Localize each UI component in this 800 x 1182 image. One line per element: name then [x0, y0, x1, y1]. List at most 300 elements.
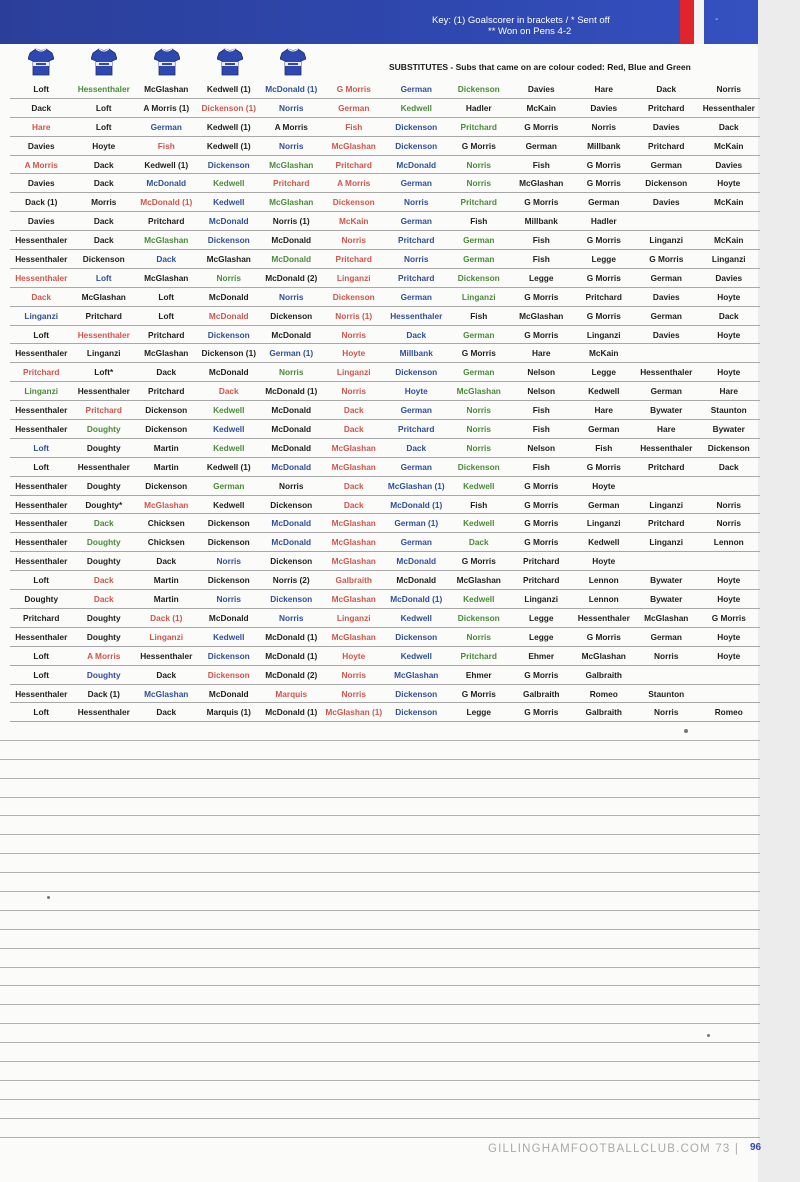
- player-cell: McGlashan: [456, 575, 501, 586]
- player-cell: Hessenthaler: [15, 348, 68, 359]
- player-cell: G Morris: [461, 348, 496, 359]
- player-cell: Fish: [532, 235, 550, 246]
- player-cell: McDonald: [396, 575, 437, 586]
- player-cell: Dickenson: [332, 291, 375, 302]
- player-cell: McGlashan: [144, 235, 189, 246]
- player-cell: Pritchard: [585, 291, 622, 302]
- player-cell: Legge: [529, 272, 554, 283]
- ruled-line: [0, 760, 760, 779]
- player-cell: Linganzi: [86, 348, 121, 359]
- player-cell: Millbank: [587, 140, 621, 151]
- player-cell: German: [650, 272, 682, 283]
- player-cell: Davies: [27, 216, 55, 227]
- blank-ruled-lines: [0, 722, 760, 1138]
- player-cell: Dickenson (1): [201, 102, 256, 113]
- player-cell: Kedwell (1): [144, 159, 189, 170]
- player-cell: Kedwell: [588, 386, 620, 397]
- player-cell: Dack: [93, 178, 114, 189]
- ruled-line: [0, 1043, 760, 1062]
- player-cell: Kedwell: [213, 424, 245, 435]
- player-cell: Hessenthaler: [640, 442, 693, 453]
- table-row: [10, 666, 760, 685]
- player-cell: Norris: [404, 197, 429, 208]
- player-cell: Hessenthaler: [15, 499, 68, 510]
- player-cell: Dickenson: [145, 424, 188, 435]
- player-cell: Kedwell: [213, 197, 245, 208]
- player-cell: Pritchard: [648, 102, 685, 113]
- player-cell: Hessenthaler: [15, 537, 68, 548]
- footer-website-text: GILLINGHAMFOOTBALLCLUB.COM 73: [488, 1143, 731, 1155]
- player-cell: G Morris: [586, 272, 621, 283]
- player-cell: McDonald: [208, 216, 249, 227]
- ruled-line: [0, 741, 760, 760]
- player-cell: McGlashan: [519, 310, 564, 321]
- player-cell: Dack: [718, 310, 739, 321]
- player-cell: Loft: [33, 575, 50, 586]
- player-cell: Loft: [33, 669, 50, 680]
- player-cell: Norris: [216, 272, 241, 283]
- player-cell: McGlashan: [144, 348, 189, 359]
- player-cell: McDonald: [271, 461, 312, 472]
- player-cell: Pritchard: [148, 386, 185, 397]
- player-cell: Dickenson: [207, 575, 250, 586]
- player-cell: Chicksen: [147, 537, 185, 548]
- player-cell: German: [588, 499, 620, 510]
- player-cell: German: [588, 197, 620, 208]
- player-cell: G Morris: [649, 254, 684, 265]
- ruled-line: [0, 949, 760, 968]
- ruled-line: [0, 1119, 760, 1138]
- table-row: [10, 326, 760, 345]
- lineup-table: [10, 80, 760, 722]
- player-cell: Dickenson: [332, 197, 375, 208]
- player-cell: Fish: [532, 405, 550, 416]
- player-cell: Pritchard: [460, 121, 497, 132]
- player-cell: Kedwell: [213, 442, 245, 453]
- player-cell: McDonald (1): [265, 707, 318, 718]
- player-cell: German: [463, 254, 495, 265]
- player-cell: Lennon: [588, 594, 619, 605]
- player-cell: Davies: [27, 140, 55, 151]
- player-cell: Dack: [656, 84, 677, 94]
- player-cell: McDonald (2): [265, 272, 318, 283]
- player-cell: Pritchard: [398, 272, 435, 283]
- player-cell: McDonald: [271, 518, 312, 529]
- player-cell: Hare: [594, 84, 613, 94]
- player-cell: Davies: [527, 84, 555, 94]
- player-cell: German: [650, 386, 682, 397]
- player-cell: Loft: [95, 121, 112, 132]
- page-edge: [758, 0, 800, 1182]
- player-cell: [698, 344, 761, 362]
- player-cell: [635, 212, 698, 230]
- player-cell: Kedwell: [400, 650, 432, 661]
- player-cell: Linganzi: [649, 499, 684, 510]
- player-cell: Dack: [156, 556, 177, 567]
- footer-separator: |: [734, 1143, 740, 1155]
- player-cell: Pritchard: [335, 254, 372, 265]
- ruled-line: [0, 1005, 760, 1024]
- player-cell: Nelson: [527, 386, 556, 397]
- ruled-line: [0, 930, 760, 949]
- player-cell: G Morris: [586, 310, 621, 321]
- player-cell: Norris: [216, 556, 241, 567]
- player-cell: Hessenthaler: [15, 272, 68, 283]
- player-cell: Dickenson: [645, 178, 688, 189]
- player-cell: Dack: [343, 424, 364, 435]
- player-cell: Linganzi: [461, 291, 496, 302]
- table-row: [10, 174, 760, 193]
- player-cell: German: [400, 178, 432, 189]
- player-cell: German: [400, 84, 432, 94]
- player-cell: Norris: [341, 235, 366, 246]
- player-cell: Hoyte: [717, 367, 741, 378]
- player-cell: Norris: [466, 178, 491, 189]
- player-cell: Linganzi: [586, 518, 621, 529]
- player-cell: Pritchard: [273, 178, 310, 189]
- player-cell: Dickenson: [395, 707, 438, 718]
- player-cell: Dack: [31, 291, 52, 302]
- player-cell: Hessenthaler: [15, 424, 68, 435]
- kit-shirt-icon: [280, 48, 306, 76]
- table-row: [10, 307, 760, 326]
- kit-shirt-icon: [154, 48, 180, 76]
- player-cell: Ehmer: [528, 650, 555, 661]
- player-cell: Dickenson: [207, 650, 250, 661]
- player-cell: McDonald: [271, 329, 312, 340]
- player-cell: Linganzi: [711, 254, 746, 265]
- player-cell: Millbank: [524, 216, 558, 227]
- table-row: [10, 552, 760, 571]
- player-cell: [635, 552, 698, 570]
- player-cell: Hoyte: [717, 291, 741, 302]
- player-cell: Hoyte: [717, 575, 741, 586]
- player-cell: A Morris: [24, 159, 58, 170]
- player-cell: Nelson: [527, 367, 556, 378]
- player-cell: Dack: [93, 159, 114, 170]
- player-cell: McKain: [526, 102, 556, 113]
- player-cell: Marquis (1): [206, 707, 251, 718]
- player-cell: Dickenson: [457, 461, 500, 472]
- player-cell: Romeo: [589, 688, 618, 699]
- table-row: [10, 685, 760, 704]
- player-cell: German (1): [269, 348, 314, 359]
- ruled-line: [0, 722, 760, 741]
- table-row: [10, 458, 760, 477]
- player-cell: German: [650, 631, 682, 642]
- player-cell: McGlashan: [456, 386, 501, 397]
- player-cell: German: [400, 216, 432, 227]
- player-cell: Loft*: [94, 367, 114, 378]
- player-cell: Pritchard: [148, 329, 185, 340]
- player-cell: German: [588, 424, 620, 435]
- player-cell: Dack: [343, 405, 364, 416]
- player-cell: McGlashan: [144, 272, 189, 283]
- player-cell: McDonald: [396, 556, 437, 567]
- player-cell: Pritchard: [398, 235, 435, 246]
- table-row: [10, 477, 760, 496]
- player-cell: Bywater: [650, 405, 683, 416]
- player-cell: Hoyte: [592, 556, 616, 567]
- player-cell: Hoyte: [342, 650, 366, 661]
- player-cell: Galbraith: [585, 707, 622, 718]
- player-cell: McDonald: [271, 537, 312, 548]
- player-cell: McDonald: [208, 310, 249, 321]
- player-cell: Norris: [716, 84, 741, 94]
- player-cell: Marquis: [275, 688, 308, 699]
- player-cell: Norris: [716, 518, 741, 529]
- player-cell: Davies: [652, 121, 680, 132]
- ruled-line: [0, 854, 760, 873]
- player-cell: Dickenson: [270, 499, 313, 510]
- player-cell: Fish: [157, 140, 175, 151]
- player-cell: German (1): [394, 518, 439, 529]
- player-cell: Norris: [654, 650, 679, 661]
- player-cell: Linganzi: [586, 329, 621, 340]
- ruled-line: [0, 1100, 760, 1119]
- player-cell: German: [463, 235, 495, 246]
- speck-dot: [684, 729, 688, 733]
- player-cell: McDonald: [271, 442, 312, 453]
- player-cell: German: [213, 480, 245, 491]
- player-cell: Davies: [652, 197, 680, 208]
- player-cell: Doughty: [86, 556, 121, 567]
- white-stripe: [694, 0, 704, 44]
- header-banner: [0, 0, 758, 44]
- player-cell: Morris: [91, 197, 117, 208]
- ruled-line: [0, 873, 760, 892]
- player-cell: McDonald (1): [265, 84, 318, 94]
- player-cell: McKain: [588, 348, 619, 359]
- player-cell: Hare: [657, 424, 676, 435]
- ruled-line: [0, 1062, 760, 1081]
- player-cell: Hadler: [465, 102, 492, 113]
- player-cell: Dack: [93, 594, 114, 605]
- player-cell: Linganzi: [524, 594, 559, 605]
- player-cell: Kedwell (1): [206, 121, 251, 132]
- red-stripe: [680, 0, 694, 44]
- player-cell: Doughty: [86, 442, 121, 453]
- player-cell: Bywater: [650, 575, 683, 586]
- speck-dot: [707, 1034, 710, 1037]
- table-row: [10, 250, 760, 269]
- player-cell: Norris: [591, 121, 616, 132]
- player-cell: McGlashan (1): [387, 480, 445, 491]
- player-cell: Dickenson: [82, 254, 125, 265]
- player-cell: G Morris: [524, 499, 559, 510]
- player-cell: German: [525, 140, 557, 151]
- ruled-line: [0, 892, 760, 911]
- key-line-2: ** Won on Pens 4-2: [488, 26, 572, 37]
- player-cell: Linganzi: [649, 235, 684, 246]
- player-cell: Dack: [718, 121, 739, 132]
- player-cell: Hoyte: [717, 594, 741, 605]
- player-cell: Dack: [343, 499, 364, 510]
- player-cell: Dack: [156, 707, 177, 718]
- player-cell: Dack: [343, 480, 364, 491]
- player-cell: G Morris: [711, 612, 746, 623]
- player-cell: McKain: [713, 235, 744, 246]
- player-cell: McGlashan: [81, 291, 126, 302]
- player-cell: Loft: [33, 461, 50, 472]
- player-cell: Galbraith: [585, 669, 622, 680]
- player-cell: Galbraith: [523, 688, 560, 699]
- player-cell: Kedwell: [213, 178, 245, 189]
- player-cell: Dickenson: [207, 235, 250, 246]
- player-cell: McGlashan: [581, 650, 626, 661]
- footer-website: [488, 1143, 739, 1155]
- player-cell: Dickenson: [270, 594, 313, 605]
- table-row: [10, 514, 760, 533]
- player-cell: McGlashan: [519, 178, 564, 189]
- player-cell: Hessenthaler: [15, 405, 68, 416]
- player-cell: German: [400, 537, 432, 548]
- player-cell: Fish: [470, 216, 488, 227]
- player-cell: Norris: [404, 254, 429, 265]
- player-cell: Hessenthaler: [15, 254, 68, 265]
- table-row: [10, 496, 760, 515]
- player-cell: Hessenthaler: [15, 688, 68, 699]
- player-cell: [698, 685, 761, 703]
- table-row: [10, 137, 760, 156]
- ruled-line: [0, 911, 760, 930]
- player-cell: G Morris: [524, 669, 559, 680]
- player-cell: Linganzi: [149, 631, 184, 642]
- player-cell: Norris: [341, 329, 366, 340]
- player-cell: Loft: [33, 329, 50, 340]
- player-cell: Kedwell (1): [206, 84, 251, 94]
- player-cell: Loft: [33, 442, 50, 453]
- player-cell: Dack: [156, 367, 177, 378]
- player-cell: Dickenson: [395, 367, 438, 378]
- player-cell: Linganzi: [336, 367, 371, 378]
- player-cell: Dickenson: [207, 669, 250, 680]
- ruled-line: [0, 1081, 760, 1100]
- kit-shirt-icon: [28, 48, 54, 76]
- player-cell: Pritchard: [148, 216, 185, 227]
- table-row: [10, 118, 760, 137]
- player-cell: German: [150, 121, 182, 132]
- player-cell: McDonald: [396, 159, 437, 170]
- table-row: [10, 703, 760, 722]
- player-cell: McGlashan: [269, 159, 314, 170]
- player-cell: Kedwell: [463, 594, 495, 605]
- player-cell: [698, 477, 761, 495]
- player-cell: McGlashan: [394, 669, 439, 680]
- player-cell: Fish: [532, 424, 550, 435]
- player-cell: German: [650, 310, 682, 321]
- player-cell: German: [463, 367, 495, 378]
- player-cell: Dack: [218, 386, 239, 397]
- player-cell: Norris (1): [335, 310, 373, 321]
- player-cell: Doughty: [86, 669, 121, 680]
- player-cell: Kedwell: [213, 631, 245, 642]
- player-cell: Loft: [33, 707, 50, 718]
- player-cell: McGlashan: [144, 688, 189, 699]
- player-cell: Hoyte: [592, 480, 616, 491]
- player-cell: Kedwell: [213, 405, 245, 416]
- player-cell: G Morris: [461, 556, 496, 567]
- player-cell: McGlashan: [331, 518, 376, 529]
- player-cell: Davies: [27, 178, 55, 189]
- player-cell: Legge: [591, 254, 616, 265]
- player-cell: Doughty: [86, 537, 121, 548]
- player-cell: Bywater: [712, 424, 745, 435]
- player-cell: Davies: [652, 329, 680, 340]
- player-cell: Ehmer: [465, 669, 492, 680]
- player-cell: McGlashan: [331, 537, 376, 548]
- player-cell: Pritchard: [523, 575, 560, 586]
- player-cell: A Morris: [337, 178, 371, 189]
- table-row: [10, 401, 760, 420]
- player-cell: Hessenthaler: [640, 367, 693, 378]
- player-cell: G Morris: [524, 537, 559, 548]
- player-cell: McGlashan: [331, 140, 376, 151]
- table-row: [10, 344, 760, 363]
- player-cell: Loft: [33, 84, 50, 94]
- player-cell: [635, 344, 698, 362]
- player-cell: McDonald: [208, 367, 249, 378]
- player-cell: Hare: [719, 386, 738, 397]
- player-cell: Hessenthaler: [77, 329, 130, 340]
- player-cell: Martin: [153, 461, 179, 472]
- player-cell: McDonald: [271, 235, 312, 246]
- player-cell: Hessenthaler: [15, 518, 68, 529]
- player-cell: Pritchard: [460, 650, 497, 661]
- player-cell: Hessenthaler: [577, 612, 630, 623]
- table-row: [10, 571, 760, 590]
- substitutes-note: SUBSTITUTES - Subs that came on are colour coded: Red, Blue and Green: [389, 62, 691, 72]
- player-cell: Hessenthaler: [390, 310, 443, 321]
- player-cell: Kedwell: [463, 480, 495, 491]
- player-cell: Dack (1): [87, 688, 120, 699]
- player-cell: Hoyte: [717, 631, 741, 642]
- player-cell: Dickenson: [207, 329, 250, 340]
- player-cell: Kedwell (1): [206, 140, 251, 151]
- player-cell: Loft: [158, 291, 175, 302]
- player-cell: McDonald: [271, 254, 312, 265]
- table-row: [10, 231, 760, 250]
- player-cell: McDonald (1): [140, 197, 193, 208]
- player-cell: McGlashan: [331, 461, 376, 472]
- player-cell: G Morris: [524, 291, 559, 302]
- player-cell: Fish: [532, 159, 550, 170]
- player-cell: Norris: [341, 688, 366, 699]
- table-row: [10, 590, 760, 609]
- player-cell: McGlashan: [144, 84, 189, 94]
- player-cell: German: [400, 291, 432, 302]
- player-cell: Dickenson: [457, 272, 500, 283]
- player-cell: Doughty: [86, 612, 121, 623]
- player-cell: Dickenson: [207, 159, 250, 170]
- player-cell: Davies: [715, 272, 743, 283]
- player-cell: G Morris: [524, 518, 559, 529]
- player-cell: Hessenthaler: [77, 386, 130, 397]
- player-cell: Dickenson: [207, 537, 250, 548]
- table-row: [10, 269, 760, 288]
- player-cell: Hessenthaler: [702, 102, 755, 113]
- player-cell: G Morris: [524, 480, 559, 491]
- player-cell: McGlashan: [331, 594, 376, 605]
- player-cell: Dickenson (1): [201, 348, 256, 359]
- player-cell: McDonald (1): [390, 594, 443, 605]
- player-cell: Dack: [406, 442, 427, 453]
- player-cell: Loft: [33, 650, 50, 661]
- player-cell: Kedwell: [213, 499, 245, 510]
- player-cell: Dickenson: [395, 631, 438, 642]
- player-cell: Norris: [716, 499, 741, 510]
- player-cell: German: [338, 102, 370, 113]
